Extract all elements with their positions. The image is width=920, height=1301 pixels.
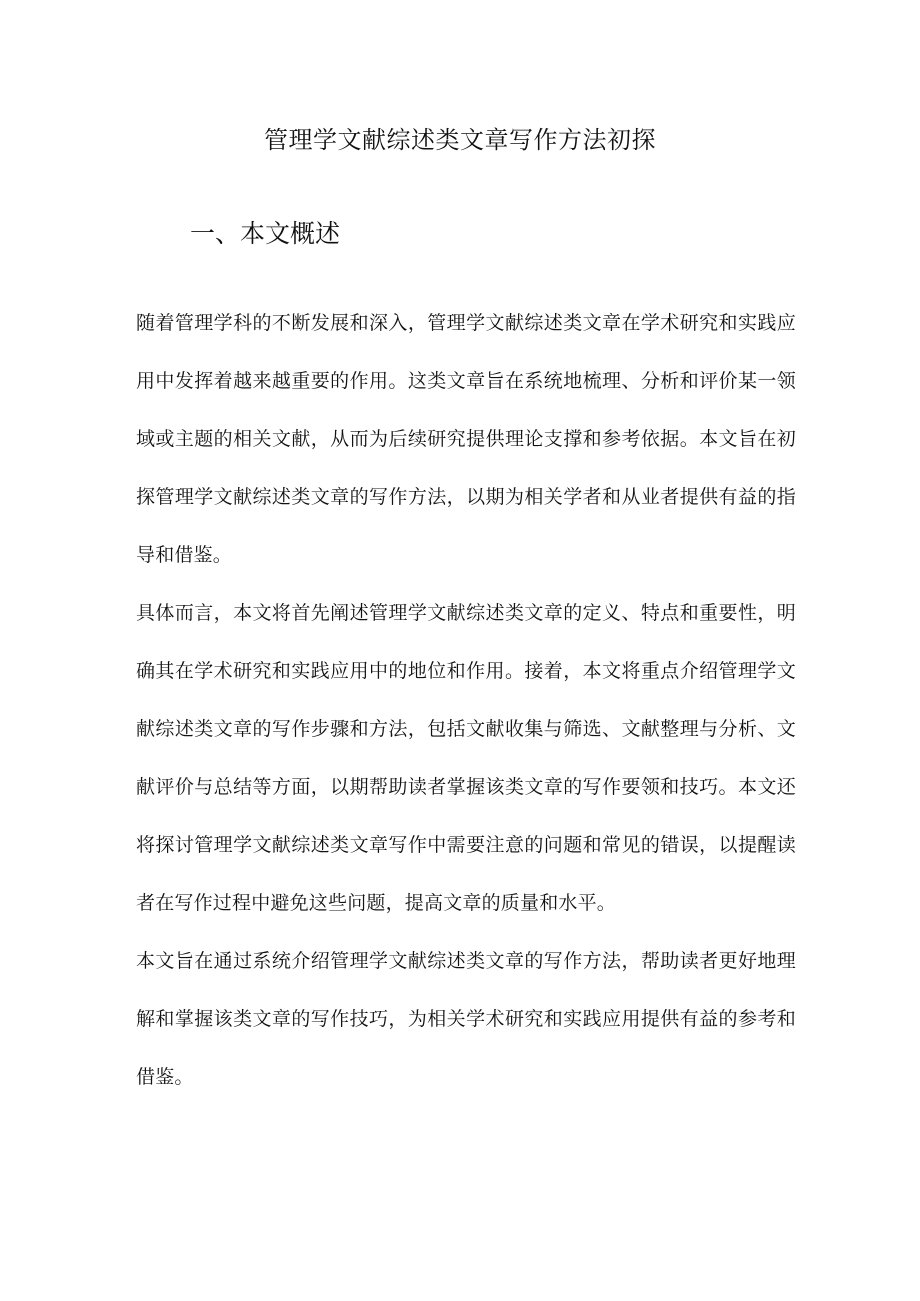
document-title: 管理学文献综述类文章写作方法初探 [264, 126, 656, 154]
document-body [136, 294, 796, 1106]
paragraph-conclusion: 本文旨在通过系统介绍管理学文献综述类文章的写作方法，帮助读者更好地理解和掌握该类文章的写作技巧，为相关学术研究和实践应用提供有益的参考和借鉴。 [136, 950, 796, 1088]
paragraph-intro: 随着管理学科的不断发展和深入，管理学文献综述类文章在学术研究和实践应用中发挥着越来越重要的作用。这类文章旨在系统地梳理、分析和评价某一领域或主题的相关文献，从而为后续研究提供理论支撑和参考依据。本文旨在初探管理学文献综述类文章的写作方法，以期为相关学者和从业者提供有益的指导和借鉴。 [136, 312, 796, 566]
paragraph-details: 具体而言，本文将首先阐述管理学文献综述类文章的定义、特点和重要性，明确其在学术研究和实践应用中的地位和作用。接着，本文将重点介绍管理学文献综述类文章的写作步骤和方法，包括文献收集与筛选、文献整理与分析、文献评价与总结等方面，以期帮助读者掌握该类文章的写作要领和技巧。本文还将探讨管理学文献综述类文章写作中需要注意的问题和常见的错误，以提醒读者在写作过程中避免这些问题，提高文章的质量和水平。 [136, 602, 796, 914]
section-heading: 一、本文概述 [190, 219, 341, 248]
